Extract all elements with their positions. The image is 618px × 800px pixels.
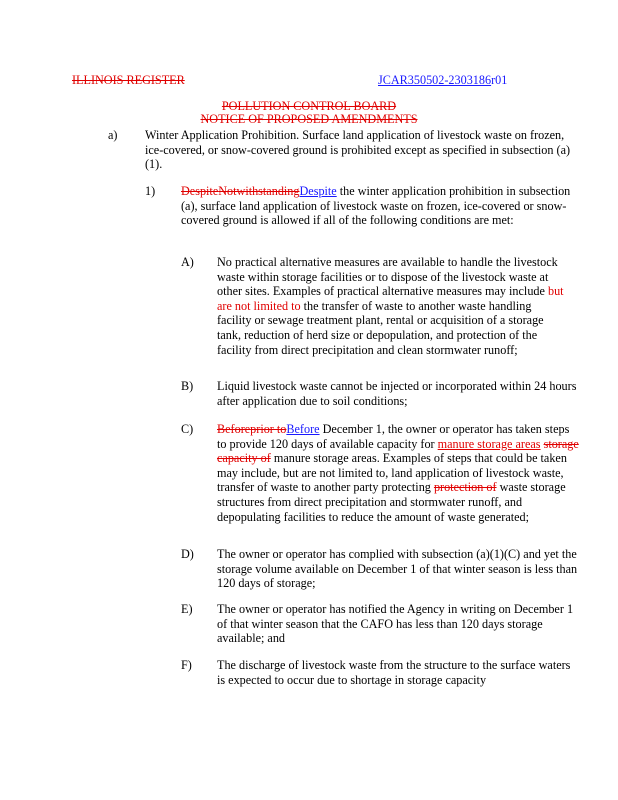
item-1-del-notwithstanding: Notwithstanding [218,184,300,198]
item-c-label: C) [181,422,194,436]
section-a-label: a) [108,128,118,142]
jcar-code-base: JCAR350502-2303186 [378,73,492,87]
item-f-text: The discharge of livestock waste from the structure to the surface waters is expected to occur due to shortage in storage capacity [217,658,571,687]
item-c-part1: December 1, the owner or operator has taken steps to provide 120 days of available capacity for [217,422,570,451]
item-a-inserted: but are not limited to [217,284,564,313]
item-b-text: Liquid livestock waste cannot be injected or incorporated within 24 hours after application due to soil conditions; [217,379,577,408]
item-d-text: The owner or operator has complied with subsection (a)(1)(C) and yet the storage volume available on December 1 of that winter season is less than 120 days of storage; [217,547,578,591]
item-1-text [181,184,576,228]
item-1-label: 1) [145,184,156,198]
item-a-label: A) [181,255,194,269]
item-c-text [217,422,579,524]
board-title: POLLUTION CONTROL BOARD [221,99,397,113]
item-1-ins-despite: Despite [299,184,337,198]
item-e-label: E) [181,602,193,616]
item-e-text: The owner or operator has notified the Agency in writing on December 1 of that winter season that the CAFO has less than 120 days storage available; and [217,602,574,646]
item-b-label: B) [181,379,194,393]
item-c-part3: waste storage structures from direct precipitation and stormwater runoff, and depopulating facilities to reduce the amount of waste generated; [217,480,566,524]
item-c-del-protection: protection of [433,480,497,495]
item-a-part2: the transfer of waste to another waste handling facility or sewage treatment plant, rental or acquisition of a storage tank, reduction of herd size or depopulation, and protection of the facility from direct precipitation and clean stormwater runoff; [217,298,544,357]
item-c-del-before: Before [217,422,251,436]
item-a-text [217,255,567,357]
item-f-label: F) [181,658,192,672]
item-1-del-despite: Despite [181,184,219,198]
register-header: ILLINOIS REGISTER [72,73,185,87]
notice-title: NOTICE OF PROPOSED AMENDMENTS [200,112,418,126]
item-c-del-prior-to: prior to [250,422,287,436]
item-c-ins-before: Before [286,422,320,436]
jcar-code-suffix: r01 [491,73,508,87]
section-a-text: Winter Application Prohibition. Surface land application of livestock waste on frozen, ice-covered, or snow-covered ground is prohibited except as specified in subsection (a)(1). [145,128,571,172]
item-1-body: the winter application prohibition in subsection (a), surface land application of livestock waste on frozen, ice-covered or snow-covered ground is allowed if all of the following conditions are met: [181,184,571,228]
item-c-manure-storage-areas: manure storage areas [437,436,541,451]
jcar-code [378,73,507,88]
item-c-part2: manure storage areas. Examples of steps that could be taken may include, but are not limited to, land application of livestock waste, transfer of waste to another party protecting [217,451,567,495]
item-d-label: D) [181,547,194,561]
item-a-part1: No practical alternative measures are available to handle the livestock waste within storage facilities or to dispose of the livestock waste at other sites. Examples of practical alternative measures may include [217,255,558,299]
item-c-del-storage-capacity: storage capacity of [217,436,579,466]
